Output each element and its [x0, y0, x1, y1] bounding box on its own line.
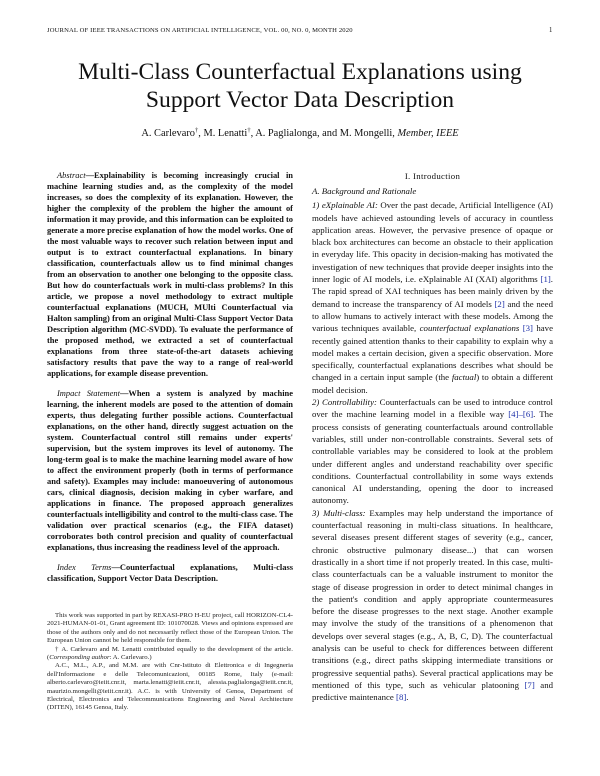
paragraph-controllability — [312, 396, 553, 507]
emphasis: factual — [451, 372, 477, 383]
dash: — — [111, 562, 120, 572]
citation-link[interactable]: [2] — [494, 298, 505, 309]
footnote-text: : A. Carlevaro.) — [109, 654, 152, 662]
impact-label: Impact Statement — [57, 388, 120, 398]
paragraph-lead: 2) Controllability: — [312, 397, 377, 408]
subsection-heading: A. Background and Rationale — [312, 186, 417, 196]
author-carlevaro: A. Carlevaro — [141, 128, 196, 139]
abstract-text: Explainability is becoming increasingly crucial in machine learning studies and, as the complexity of the model increases, so does the complexity of its explanation. However, the higher the complexity of the problem the higher the amount of information it may provide, and this information can be exploited to generate a more precise explanation of how the model works. One of the most valuable ways to recover such relation between input and output is to extract counterfactual explanations. In binary classification, counterfactuals allow us to find minimal changes from an observation to another one belonging to the opposite class. But how do counterfactuals work in multi-class problems? In this article, we propose a novel methodology to extract multiple counterfactual explanations (MUCH, MUlti Counterfactual via Halton sampling) from an original Multi-Class Support Vector Data Description algorithm (MC-SVDD). To evaluate the performance of the proposed method, we extracted a set of counterfactual explanations from three state-of-the-art datasets achieving satisfactory results that pave the way to a range of real-world applications, for example disease prevention. — [47, 170, 293, 378]
corresponding-author-label: Corresponding author — [49, 654, 110, 662]
citation-link[interactable]: [7] — [524, 679, 535, 690]
running-header: JOURNAL OF IEEE TRANSACTIONS ON ARTIFICIAL INTELLIGENCE, VOL. 00, NO. 0, MONTH 2020 — [47, 27, 353, 34]
impact-text: When a system is analyzed by machine learning, the inherent models are posed to the attention of domain experts, thus delegating further possible actions. Counterfactual explanations, on the other hand, directly suggest actuation on the system. Counterfactual control still remains under experts' supervision, but the system improves its level of autonomy. The long-term goal is to make the machine learning model aware of how to affect the environment properly (both in terms of performance and safety). Examples may include: manoeuvering of autonomous cars, clinical diagnosis, decision making in cyber warfare, and applications in finance. The proposed approach generalizes counterfactuals intelligibility and control to the multi-class case. The validation over practical scenarios (e.g., the FIFA dataset) corroborates both control precision and quality of counterfactual explanations, thus increasing the readiness level of the approach. — [47, 388, 294, 552]
paragraph-text: and predictive maintenance — [312, 679, 553, 703]
dash: — — [85, 170, 95, 180]
footnote-contribution — [47, 646, 293, 663]
page-number: 1 — [549, 27, 553, 34]
paragraph-text: have recently gained attention thanks to their capability to explain why a model makes a certain decision, given a specific observation. More specifically, counterfactual explanations describes what should be changed in a certain input sample (the — [312, 323, 553, 383]
abstract — [47, 170, 293, 379]
dash: — — [119, 388, 129, 398]
author-role: Member, IEEE — [397, 128, 459, 139]
paragraph-multi-class — [312, 507, 553, 704]
title-line-2: Support Vector Data Description — [145, 87, 455, 113]
paragraph-text: Over the past decade, Artificial Intelligence (AI) models have achieved astounding levels of accuracy in countless application areas. However, the pervasive presence of opaque or black box architectures can become an obstacle to their application in everyday life. This opacity in decision-making has motivated the investigation of new techniques that provide deeper insights into the inner logic of AI models, i.e. eXplainable AI (XAI) algorithms — [312, 200, 553, 285]
paragraph-lead: 1) eXplainable AI: — [312, 200, 378, 211]
index-terms-text: Counterfactual explanations, Multi-class classification, Support Vector Data Description. — [47, 562, 294, 583]
right-column — [312, 170, 553, 703]
paragraph-explainable-ai — [312, 199, 553, 396]
abstract-label: Abstract — [57, 170, 86, 180]
paragraph-text: ) to obtain a different model decision. — [312, 372, 553, 395]
impact-statement — [47, 388, 293, 553]
footnote-text: † A. Carlevaro and M. Lenatti contributed equally to the development of the article. ( — [47, 645, 293, 662]
citation-link[interactable]: [1] — [540, 274, 551, 285]
equal-contribution-mark: † — [195, 127, 199, 134]
paragraph-text: Examples may help understand the importance of counterfactual reasoning in multi-class situations. In healthcare, several diseases present different stages of severity (e.g., cancer, chronic obstructive pulmonary disease...) that can worsen drastically in a short time if not properly treated. In this case, multi-class counterfactuals can be a valuable instrument to monitor the stage of disease progression in order to detect minimal changes in the patient's condition and apply appropriate countermeasures before the disease progresses to the next stage. Another example may involve the study of the transitions of a phenomenon that develops over several stages (e.g., A, B, C, D). The counterfactual analysis can be useful to check for differences between different transitions (e.g., direct paths skipping intermediate transitions or progressive sequential paths). Several practical applications may be mentioned of this type, such as vehicular platooning — [312, 507, 553, 690]
citation-link[interactable]: [3] — [522, 323, 533, 334]
index-terms-label: Index Terms — [57, 562, 112, 572]
authors-rest: , A. Paglialonga, and M. Mongelli, — [250, 128, 398, 139]
left-column — [47, 170, 293, 584]
index-terms — [47, 562, 293, 584]
author-lenatti: , M. Lenatti — [198, 128, 248, 139]
citation-link[interactable]: [8] — [396, 692, 407, 703]
paragraph-text: and the need to allow humans to actively interact with these models. Among the various techniques available, — [312, 298, 553, 334]
paragraph-text: Counterfactuals can be used to introduce control over the machine learning model in a flexible way — [312, 397, 553, 420]
citation-link[interactable]: [4]–[6] — [508, 409, 534, 420]
paper-title — [60, 58, 540, 114]
paragraph-text: . The process consists of generating counterfactuals around controllable variables, still under non-controllable constraints. Several sets of controllable variables may be considered to look at the problem under different angles and understand reachability over specific conditions. Counterfactual controllability in some ways extends canonical AI understanding, opening the door to increased autonomy. — [312, 409, 553, 506]
author-line — [60, 127, 540, 139]
paragraph-text: . — [406, 692, 409, 703]
footnote-affiliation: A.C., M.L., A.P., and M.M. are with Cnr-Istituto di Elettronica e di Ingegneria dell'Informazione e delle Telecomunicazioni, 00185 Rome, Italy (e-mail: alberto.carlevaro@ieiit.cnr.it, marta.lenatti@ieiit.cnr.it, alessia.paglialonga@ieiit.cnr.it, maurizio.mongelli@ieiit.cnr.it). A.C. is with University of Genoa, Department of Electrical, Electronics and Telecommunications Engineering and Naval Architecture (DITEN), 16145 Genoa, Italy. — [47, 662, 293, 712]
paragraph-lead: 3) Multi-class: — [312, 507, 366, 518]
section-heading-introduction: I. Introduction — [404, 171, 461, 181]
title-line-1: Multi-Class Counterfactual Explanations using — [78, 59, 522, 85]
paragraph-text: . The rapid spread of XAI techniques has been mainly driven by the demand to increase the transparency of AI models — [312, 274, 553, 309]
equal-contribution-mark: † — [247, 127, 251, 134]
footnotes — [47, 612, 293, 713]
emphasis: counterfactual explanations — [419, 323, 520, 334]
footnote-funding: This work was supported in part by REXASI-PRO H-EU project, call HORIZON-CL4-2021-HUMAN-01-01, Grant agreement ID: 101070028. Views and opinions expressed are those of the authors only and do not necessarily reflect those of the European Union. The European Union cannot be held responsible for them. — [47, 612, 293, 645]
